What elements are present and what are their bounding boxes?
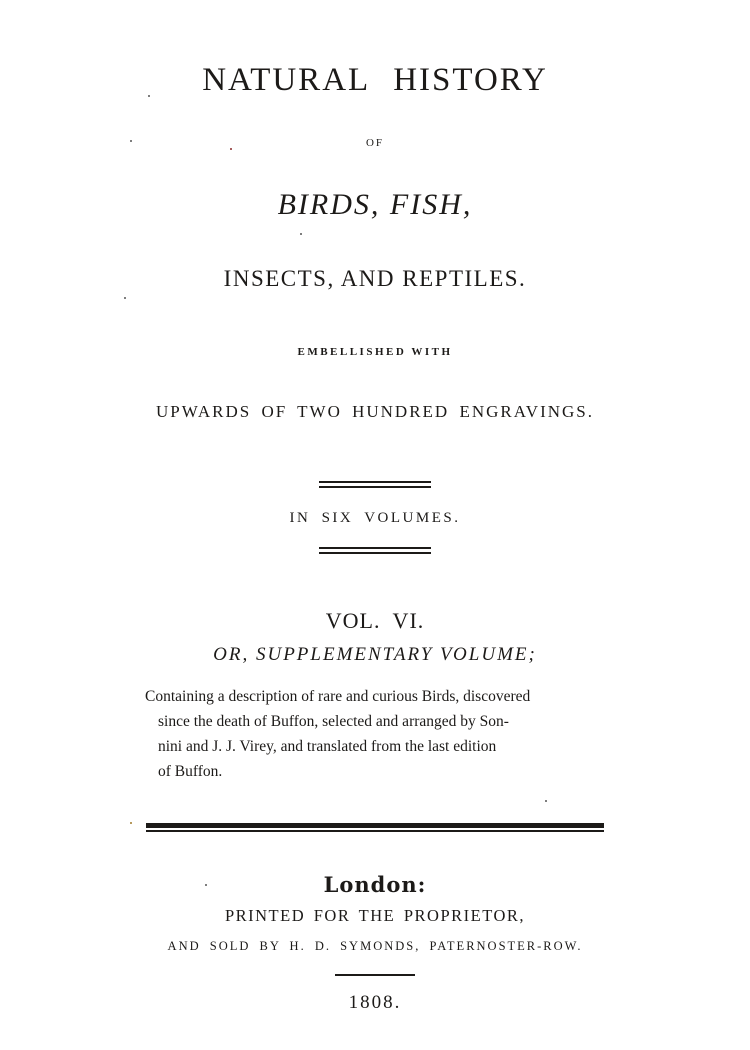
- double-rule-bottom: [319, 547, 431, 554]
- paper-speck: [545, 800, 547, 802]
- volume-number: VOL. VI.: [325, 608, 425, 633]
- short-rule: [335, 974, 415, 976]
- paper-speck: [130, 140, 132, 142]
- heavy-rule: [146, 823, 604, 828]
- paper-speck: [300, 233, 302, 235]
- imprint-seller: AND SOLD BY H. D. SYMONDS, PATERNOSTER-ROW.: [167, 939, 583, 953]
- paper-speck: [148, 95, 150, 97]
- imprint-printer: PRINTED FOR THE PROPRIETOR,: [224, 906, 526, 925]
- description-line: nini and J. J. Virey, and translated from the last edition: [158, 738, 497, 755]
- imprint-place: London:: [323, 872, 427, 897]
- heavy-rule-under: [146, 830, 604, 832]
- paper-speck: [205, 884, 207, 886]
- subjects-line-1: BIRDS, FISH,: [277, 188, 473, 221]
- volumes-line: IN SIX VOLUMES.: [289, 510, 461, 526]
- paper-speck: [230, 148, 232, 150]
- paper-speck: [130, 822, 132, 824]
- description-line: since the death of Buffon, selected and arranged by Son-: [158, 713, 509, 730]
- engravings-line: UPWARDS OF TWO HUNDRED ENGRAVINGS.: [155, 402, 595, 421]
- volume-subtitle: OR, SUPPLEMENTARY VOLUME;: [213, 644, 537, 665]
- description-line: Containing a description of rare and curious Birds, discovered: [145, 688, 531, 705]
- paper-speck: [124, 297, 126, 299]
- description-paragraph: [145, 684, 615, 784]
- description-line: of Buffon.: [158, 763, 223, 780]
- publication-year: 1808.: [348, 992, 402, 1013]
- embellished-label: EMBELLISHED WITH: [297, 346, 453, 358]
- double-rule-top: [319, 481, 431, 488]
- of-label: OF: [365, 137, 385, 149]
- book-title: NATURAL HISTORY: [202, 62, 548, 98]
- subjects-line-2: INSECTS, AND REPTILES.: [223, 266, 527, 291]
